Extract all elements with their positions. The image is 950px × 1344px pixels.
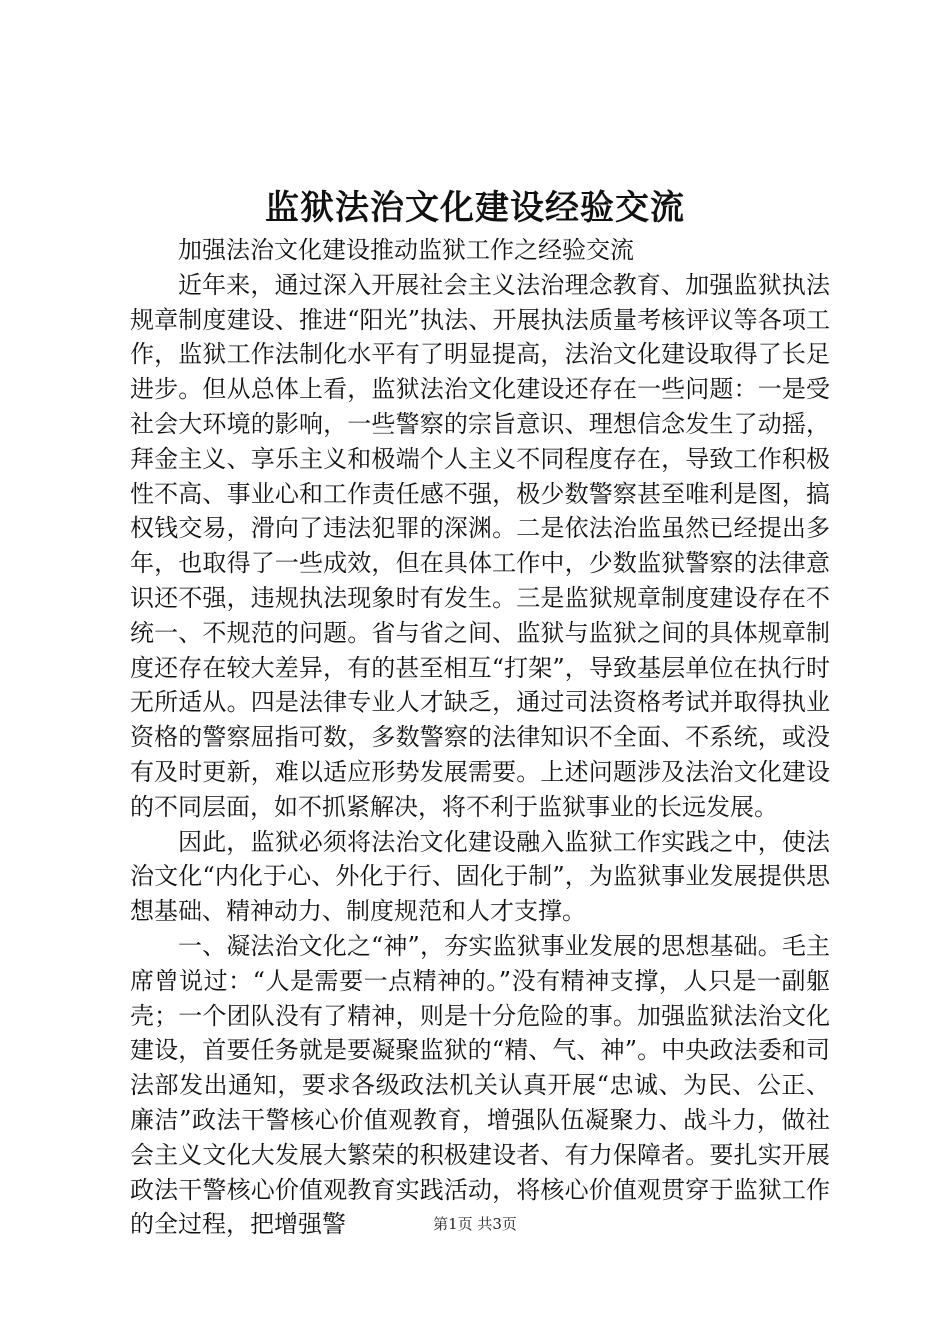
subtitle-paragraph: 加强法治文化建设推动监狱工作之经验交流 (178, 236, 634, 264)
body-paragraph: 一、凝法治文化之“神”，夯实监狱事业发展的思想基础。毛主席曾说过：“人是需要一点精神的。”没有精神支撑，人只是一副躯壳；一个团队没有了精神，则是十分危险的事。加强监狱法治文化建设，首要任务就是要凝聚监狱的“精、气、神”。中央政法委和司法部发出通知，要求各级政法机关认真开展“忠诚、为民、公正、廉洁”政法干警核心价值观教育，增强队伍凝聚力、战斗力，做社会主义文化大发展大繁荣的积极建设者、有力保障者。要扎实开展政法干警核心价值观教育实践活动，将核心价值观贯穿于监狱工作的全过程，把增强警 (130, 931, 830, 1239)
page-footer: 第1页 共3页 (433, 1215, 517, 1233)
body-paragraph: 因此，监狱必须将法治文化建设融入监狱工作实践之中，使法治文化“内化于心、外化于行、固化于制”，为监狱事业发展提供思想基础、精神动力、制度规范和人才支撑。 (130, 827, 830, 926)
body-paragraph: 近年来，通过深入开展社会主义法治理念教育、加强监狱执法规章制度建设、推进“阳光”执法、开展执法质量考核评议等各项工作，监狱工作法制化水平有了明显提高，法治文化建设取得了长足进步。但从总体上看，监狱法治文化建设还存在一些问题：一是受社会大环境的影响，一些警察的宗旨意识、理想信念发生了动摇，拜金主义、享乐主义和极端个人主义不同程度存在，导致工作积极性不高、事业心和工作责任感不强，极少数警察甚至唯利是图，搞权钱交易，滑向了违法犯罪的深渊。二是依法治监虽然已经提出多年，也取得了一些成效，但在具体工作中，少数监狱警察的法律意识还不强，违规执法现象时有发生。三是监狱规章制度建设存在不统一、不规范的问题。省与省之间、监狱与监狱之间的具体规章制度还存在较大差异，有的甚至相互“打架”，导致基层单位在执行时无所适从。四是法律专业人才缺乏，通过司法资格考试并取得执业资格的警察屈指可数，多数警察的法律知识不全面、不系统，或没有及时更新，难以适应形势发展需要。上述问题涉及法治文化建设的不同层面，如不抓紧解决，将不利于监狱事业的长远发展。 (130, 270, 830, 821)
document-title: 监狱法治文化建设经验交流 (265, 188, 685, 228)
document-body (130, 233, 830, 1242)
